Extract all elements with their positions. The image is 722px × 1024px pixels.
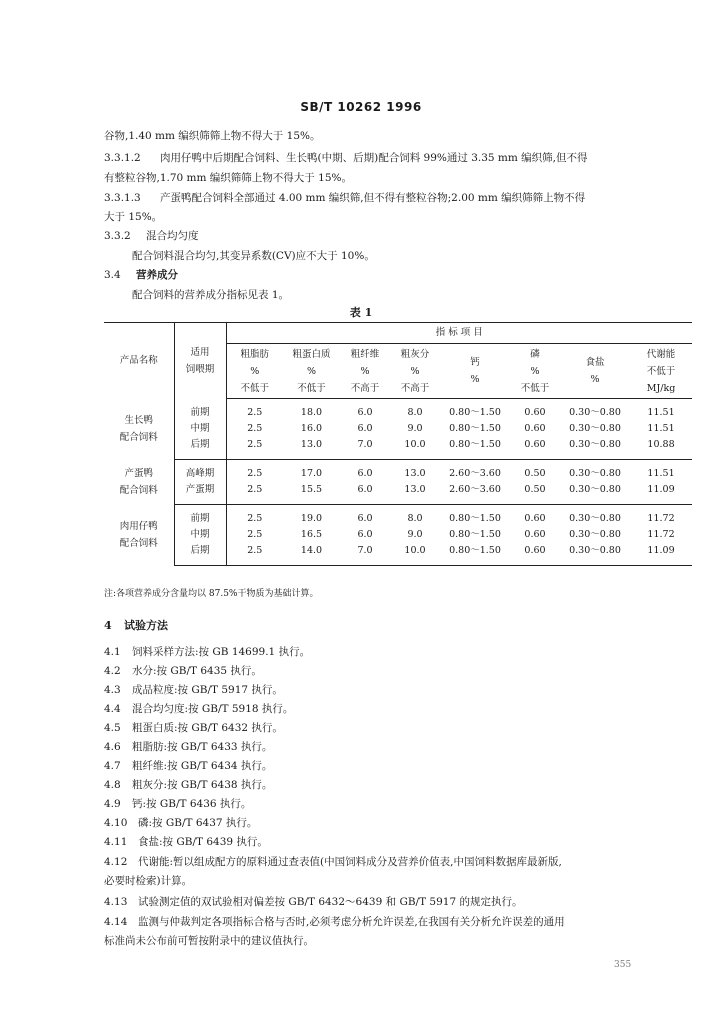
value-cell: 2.60～3.60 xyxy=(440,482,510,505)
clause-text: 有整粒谷物,1.70 mm 编织筛筛上物不得大于 15%。 xyxy=(104,172,352,184)
method-item xyxy=(104,699,694,719)
stage-cell: 前期 xyxy=(174,505,226,528)
value-cell: 11.51 xyxy=(647,468,675,479)
metric-header: 钙 % xyxy=(440,344,510,399)
value-cell: 0.60 xyxy=(524,407,546,418)
clause-line xyxy=(104,188,694,208)
metric-header: 粗纤维 % 不高于 xyxy=(340,344,390,399)
clause-text: 谷物,1.40 mm 编织筛筛上物不得大于 15%。 xyxy=(104,130,321,142)
header-group: 指 标 项 目 xyxy=(226,323,692,344)
value-cell: 11.72 xyxy=(647,529,675,540)
stage-cell: 中期 xyxy=(174,527,226,543)
standard-header: SB/T 10262 1996 xyxy=(300,100,422,114)
method-item xyxy=(104,718,694,738)
metric-header: 代谢能 不低于 MJ/kg xyxy=(630,344,692,399)
value-cell: 9.0 xyxy=(407,529,423,540)
value-cell: 2.5 xyxy=(226,505,283,528)
item-text: 食盐:按 GB/T 6439 执行。 xyxy=(138,836,268,848)
item-number: 4.6 xyxy=(104,741,121,753)
method-item xyxy=(104,832,694,852)
item-text: 粗蛋白质:按 GB/T 6432 执行。 xyxy=(132,722,283,734)
value-cell: 2.5 xyxy=(226,543,283,566)
value-cell: 18.0 xyxy=(300,407,323,418)
method-item xyxy=(104,680,694,700)
table-row xyxy=(104,543,692,566)
value-cell: 0.30～0.80 xyxy=(569,513,621,524)
value-cell: 0.60 xyxy=(510,543,560,566)
item-text: 成品粒度:按 GB/T 5917 执行。 xyxy=(132,684,283,696)
clause-line xyxy=(132,246,692,266)
item-number: 4.4 xyxy=(104,703,121,715)
table-row xyxy=(104,437,692,460)
item-number: 4.1 xyxy=(104,646,121,658)
header-stage-line: 适用 xyxy=(190,346,210,358)
value-cell: 0.80～1.50 xyxy=(449,529,501,540)
product-name: 肉用仔鸭 配合饲料 xyxy=(119,521,158,549)
method-item xyxy=(104,892,694,912)
stage-cell: 中期 xyxy=(174,421,226,437)
table-header-row xyxy=(104,323,692,344)
metric-header: 粗蛋白质 % 不低于 xyxy=(283,344,340,399)
clause-line xyxy=(104,148,694,168)
item-number: 4.7 xyxy=(104,760,121,772)
clause-line xyxy=(104,226,694,246)
value-cell: 8.0 xyxy=(407,513,423,524)
clause-text: 产蛋鸭配合饲料全部通过 4.00 mm 编织筛,但不得有整粒谷物;2.00 mm 编织筛筛上物不得 xyxy=(160,192,586,204)
item-text: 试验测定值的双试验相对偏差按 GB/T 6432～6439 和 GB/T 5917 的规定执行。 xyxy=(138,896,523,908)
value-cell: 13.0 xyxy=(404,468,426,479)
value-cell: 2.5 xyxy=(226,399,283,422)
value-cell: 0.60 xyxy=(510,437,560,460)
method-item xyxy=(104,852,694,872)
item-number: 4.11 xyxy=(104,836,128,848)
clause-text: 营养成分 xyxy=(136,269,178,281)
clause-number: 3.3.1.2 xyxy=(104,152,141,164)
method-item xyxy=(104,737,694,757)
clause-line xyxy=(104,126,694,146)
value-cell: 16.5 xyxy=(300,529,323,540)
table-row xyxy=(104,482,692,505)
value-cell: 0.80～1.50 xyxy=(440,543,510,566)
value-cell: 0.80～1.50 xyxy=(449,423,501,434)
clause-line xyxy=(104,265,694,285)
item-text: 钙:按 GB/T 6436 执行。 xyxy=(132,798,252,810)
table-note: 注:各项营养成分含量均以 87.5%干物质为基础计算。 xyxy=(104,589,319,599)
value-cell: 2.5 xyxy=(226,527,283,543)
value-cell: 6.0 xyxy=(357,529,373,540)
value-cell: 11.72 xyxy=(647,513,675,524)
item-text: 粗灰分:按 GB/T 6438 执行。 xyxy=(132,779,273,791)
value-cell: 0.30～0.80 xyxy=(569,407,621,418)
clause-text: 肉用仔鸭中后期配合饲料、生长鸭(中期、后期)配合饲料 99%通过 3.35 mm 编织筛,但不得 xyxy=(160,152,588,164)
item-number: 4.13 xyxy=(104,896,128,908)
value-cell: 19.0 xyxy=(300,513,323,524)
section-number: 4 xyxy=(104,619,112,632)
section-heading xyxy=(104,617,168,633)
method-item xyxy=(104,794,694,814)
value-cell: 15.5 xyxy=(283,482,340,505)
item-number: 4.10 xyxy=(104,817,128,829)
item-text: 饲料采样方法:按 GB 14699.1 执行。 xyxy=(132,646,311,658)
value-cell: 0.80～1.50 xyxy=(449,513,501,524)
item-number: 4.14 xyxy=(104,916,128,928)
stage-cell: 高峰期 xyxy=(174,460,226,483)
item-text: 磷:按 GB/T 6437 执行。 xyxy=(138,817,258,829)
item-text: 水分:按 GB/T 6435 执行。 xyxy=(132,665,262,677)
value-cell: 17.0 xyxy=(300,468,323,479)
item-text: 必要时检索)计算。 xyxy=(104,875,193,887)
clause-text: 配合饲料的营养成分指标见表 1。 xyxy=(132,289,290,301)
value-cell: 2.60～3.60 xyxy=(449,468,501,479)
clause-number: 3.4 xyxy=(104,269,121,281)
header-stage xyxy=(174,323,226,399)
method-item xyxy=(104,871,694,891)
item-number: 4.9 xyxy=(104,798,121,810)
value-cell: 2.5 xyxy=(226,421,283,437)
nutrition-table xyxy=(104,322,692,566)
method-item xyxy=(104,775,694,795)
item-number: 4.12 xyxy=(104,856,128,868)
section-title: 试验方法 xyxy=(124,619,168,632)
value-cell: 0.50 xyxy=(510,482,560,505)
clause-number: 3.3.2 xyxy=(104,230,131,242)
value-cell: 10.88 xyxy=(630,437,692,460)
value-cell: 6.0 xyxy=(357,423,373,434)
table-row xyxy=(104,399,692,422)
value-cell: 14.0 xyxy=(283,543,340,566)
header-stage-line: 饲喂期 xyxy=(185,363,215,375)
value-cell: 0.30～0.80 xyxy=(569,423,621,434)
item-number: 4.3 xyxy=(104,684,121,696)
item-text: 代谢能:暂以组成配方的原料通过查表值(中国饲料成分及营养价值表,中国饲料数据库最新版, xyxy=(138,856,562,868)
value-cell: 2.5 xyxy=(226,437,283,460)
method-item xyxy=(104,642,694,662)
clause-text: 大于 15%。 xyxy=(104,211,163,223)
value-cell: 0.60 xyxy=(524,423,546,434)
value-cell: 11.51 xyxy=(647,407,675,418)
item-number: 4.8 xyxy=(104,779,121,791)
value-cell: 7.0 xyxy=(340,437,390,460)
value-cell: 0.50 xyxy=(524,468,546,479)
value-cell: 7.0 xyxy=(340,543,390,566)
method-item xyxy=(104,661,694,681)
value-cell: 6.0 xyxy=(340,482,390,505)
clause-line xyxy=(104,207,694,227)
item-number: 4.2 xyxy=(104,665,121,677)
clause-number: 3.3.1.3 xyxy=(104,192,141,204)
table-row xyxy=(104,421,692,437)
value-cell: 10.0 xyxy=(390,437,440,460)
stage-cell: 后期 xyxy=(174,543,226,566)
value-cell: 10.0 xyxy=(390,543,440,566)
value-cell: 0.30～0.80 xyxy=(560,437,630,460)
value-cell: 8.0 xyxy=(407,407,423,418)
metric-header: 食盐 % xyxy=(560,344,630,399)
metric-header: 粗脂肪 % 不低于 xyxy=(226,344,283,399)
value-cell: 6.0 xyxy=(357,468,373,479)
page-number: 355 xyxy=(614,960,632,970)
table-row xyxy=(104,527,692,543)
item-text: 粗脂肪:按 GB/T 6433 执行。 xyxy=(132,741,273,753)
value-cell: 13.0 xyxy=(283,437,340,460)
value-cell: 9.0 xyxy=(407,423,423,434)
value-cell: 11.51 xyxy=(647,423,675,434)
method-item xyxy=(104,813,694,833)
value-cell: 6.0 xyxy=(357,407,373,418)
metric-header: 粗灰分 % 不高于 xyxy=(390,344,440,399)
value-cell: 0.30～0.80 xyxy=(569,529,621,540)
value-cell: 0.30～0.80 xyxy=(560,543,630,566)
clause-text: 混合均匀度 xyxy=(146,230,199,242)
stage-cell: 后期 xyxy=(174,437,226,460)
header-product: 产品名称 xyxy=(104,323,174,399)
item-text: 混合均匀度:按 GB/T 5918 执行。 xyxy=(132,703,294,715)
item-number: 4.5 xyxy=(104,722,121,734)
value-cell: 11.09 xyxy=(630,543,692,566)
value-cell: 0.60 xyxy=(524,513,546,524)
clause-text: 配合饲料混合均匀,其变异系数(CV)应不大于 10%。 xyxy=(132,250,375,262)
table-caption: 表 1 xyxy=(349,306,373,319)
clause-line xyxy=(132,285,692,305)
value-cell: 16.0 xyxy=(300,423,323,434)
value-cell: 13.0 xyxy=(390,482,440,505)
table-row xyxy=(104,505,692,528)
metric-header: 磷 % 不低于 xyxy=(510,344,560,399)
value-cell: 0.60 xyxy=(524,529,546,540)
product-name: 产蛋鸭 配合饲料 xyxy=(119,468,158,496)
value-cell: 0.30～0.80 xyxy=(569,468,621,479)
clause-line xyxy=(104,168,694,188)
stage-cell: 前期 xyxy=(174,399,226,422)
product-name: 生长鸭 配合饲料 xyxy=(119,415,158,443)
value-cell: 0.80～1.50 xyxy=(449,407,501,418)
value-cell: 6.0 xyxy=(357,513,373,524)
method-item xyxy=(104,912,694,932)
stage-cell: 产蛋期 xyxy=(174,482,226,505)
value-cell: 2.5 xyxy=(226,460,283,483)
method-item xyxy=(104,931,694,951)
value-cell: 2.5 xyxy=(226,482,283,505)
value-cell: 0.80～1.50 xyxy=(440,437,510,460)
item-text: 标准尚未公布前可暂按附录中的建议值执行。 xyxy=(104,935,314,947)
table-row xyxy=(104,460,692,483)
method-item xyxy=(104,756,694,776)
value-cell: 0.30～0.80 xyxy=(560,482,630,505)
value-cell: 11.09 xyxy=(630,482,692,505)
item-text: 粗纤维:按 GB/T 6434 执行。 xyxy=(132,760,273,772)
item-text: 监测与仲裁判定各项指标合格与否时,必须考虑分析允许误差,在我国有关分析允许误差的通用 xyxy=(138,916,565,928)
